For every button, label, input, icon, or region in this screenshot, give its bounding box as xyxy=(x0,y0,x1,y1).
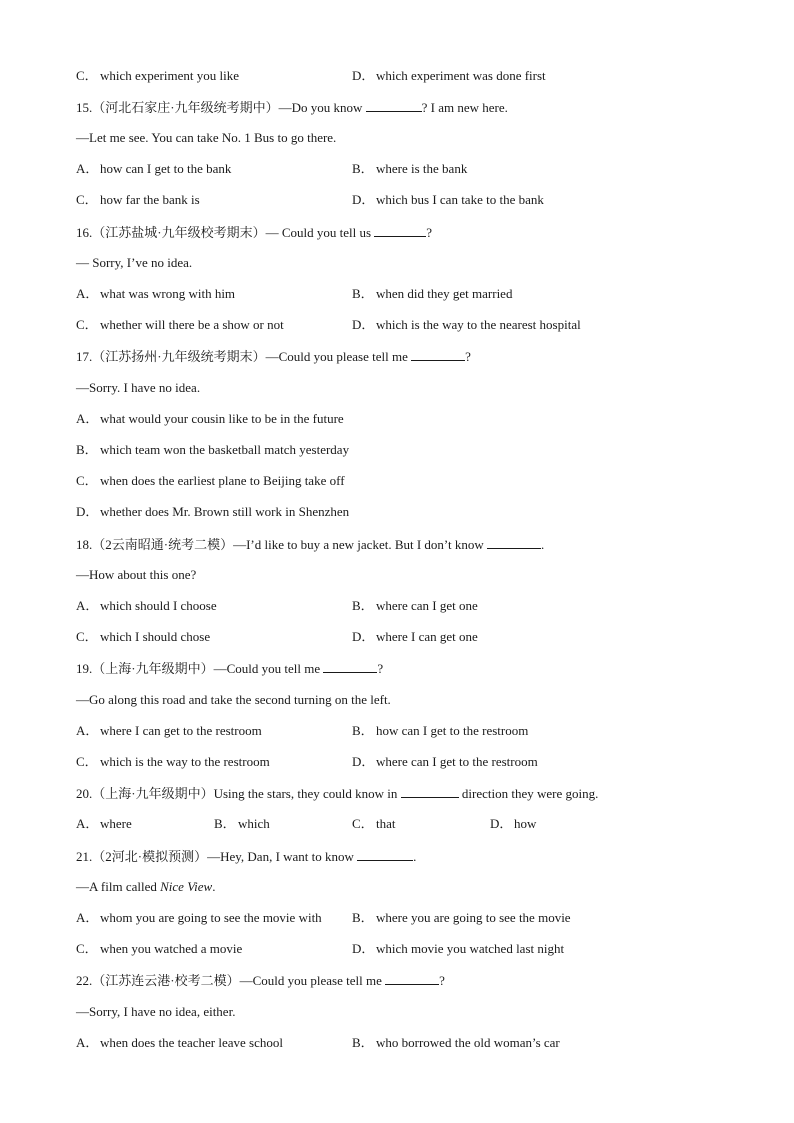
q20-option-c[interactable]: C． that xyxy=(352,816,396,831)
q17-blank[interactable] xyxy=(411,348,465,361)
q18-option-a[interactable]: A． which should I choose xyxy=(76,598,217,613)
q14-option-d[interactable]: D． which experiment was done first xyxy=(352,68,546,83)
q21-option-c[interactable]: C． when you watched a movie xyxy=(76,941,243,956)
q19-blank[interactable] xyxy=(323,660,377,673)
q16-option-c[interactable]: C． whether will there be a show or not xyxy=(76,317,284,332)
q21-option-a[interactable]: A． whom you are going to see the movie with xyxy=(76,910,322,925)
q19-option-b[interactable]: B． how can I get to the restroom xyxy=(352,723,529,738)
q17-option-b[interactable]: B． which team won the basketball match yesterday xyxy=(76,442,350,457)
q21-reply: —A film called Nice View. xyxy=(76,879,216,894)
q21-option-d[interactable]: D． which movie you watched last night xyxy=(352,941,565,956)
q16-option-a[interactable]: A． what was wrong with him xyxy=(76,286,236,301)
q15-option-d[interactable]: D． which bus I can take to the bank xyxy=(352,192,544,207)
q21-blank[interactable] xyxy=(357,848,413,861)
q20-option-d[interactable]: D． how xyxy=(490,816,537,831)
q17-stem: 17.（江苏扬州·九年级统考期末）—Could you please tell me ? xyxy=(76,349,471,364)
q16-option-b[interactable]: B． when did they get married xyxy=(352,286,513,301)
q19-option-d[interactable]: D． where can I get to the restroom xyxy=(352,754,538,769)
q17-option-a[interactable]: A． what would your cousin like to be in the future xyxy=(76,411,344,426)
q22-blank[interactable] xyxy=(385,972,439,985)
q20-blank[interactable] xyxy=(401,785,459,798)
q16-reply: — Sorry, I’ve no idea. xyxy=(76,255,193,270)
q22-stem: 22.（江苏连云港·校考二模）—Could you please tell me ? xyxy=(76,973,445,988)
q21-option-b[interactable]: B． where you are going to see the movie xyxy=(352,910,571,925)
q18-blank[interactable] xyxy=(487,536,541,549)
q15-blank[interactable] xyxy=(366,99,422,112)
q19-option-c[interactable]: C． which is the way to the restroom xyxy=(76,754,270,769)
q18-option-c[interactable]: C． which I should chose xyxy=(76,629,211,644)
q19-stem: 19.（上海·九年级期中）—Could you tell me ? xyxy=(76,661,384,676)
q17-option-d[interactable]: D． whether does Mr. Brown still work in Shenzhen xyxy=(76,504,350,519)
q20-stem: 20.（上海·九年级期中）Using the stars, they could know in direction they were going. xyxy=(76,786,599,801)
q15-option-a[interactable]: A． how can I get to the bank xyxy=(76,161,232,176)
q19-option-a[interactable]: A． where I can get to the restroom xyxy=(76,723,262,738)
q21-stem: 21.（2河北·模拟预测）—Hey, Dan, I want to know . xyxy=(76,849,417,864)
q18-reply: —How about this one? xyxy=(76,567,197,582)
q16-blank[interactable] xyxy=(374,224,426,237)
q14-option-c[interactable]: C． which experiment you like xyxy=(76,68,239,83)
q19-reply: —Go along this road and take the second turning on the left. xyxy=(76,692,391,707)
q22-reply: —Sorry, I have no idea, either. xyxy=(76,1004,236,1019)
q18-option-b[interactable]: B． where can I get one xyxy=(352,598,478,613)
q20-option-b[interactable]: B． which xyxy=(214,816,270,831)
q18-stem: 18.（2云南昭通·统考二模）—I’d like to buy a new jacket. But I don’t know . xyxy=(76,537,545,552)
q17-option-c[interactable]: C． when does the earliest plane to Beijing take off xyxy=(76,473,345,488)
q17-reply: —Sorry. I have no idea. xyxy=(76,380,201,395)
q20-option-a[interactable]: A． where xyxy=(76,816,132,831)
q22-option-a[interactable]: A． when does the teacher leave school xyxy=(76,1035,284,1050)
q15-stem: 15.（河北石家庄·九年级统考期中）—Do you know ? I am new here. xyxy=(76,100,508,115)
q15-reply: —Let me see. You can take No. 1 Bus to go there. xyxy=(76,130,337,145)
q15-option-c[interactable]: C． how far the bank is xyxy=(76,192,200,207)
q16-option-d[interactable]: D． which is the way to the nearest hospital xyxy=(352,317,581,332)
q18-option-d[interactable]: D． where I can get one xyxy=(352,629,478,644)
q16-stem: 16.（江苏盐城·九年级校考期末）— Could you tell us ? xyxy=(76,225,433,240)
film-title: Nice View xyxy=(160,879,213,894)
q22-option-b[interactable]: B． who borrowed the old woman’s car xyxy=(352,1035,560,1050)
q15-option-b[interactable]: B． where is the bank xyxy=(352,161,468,176)
